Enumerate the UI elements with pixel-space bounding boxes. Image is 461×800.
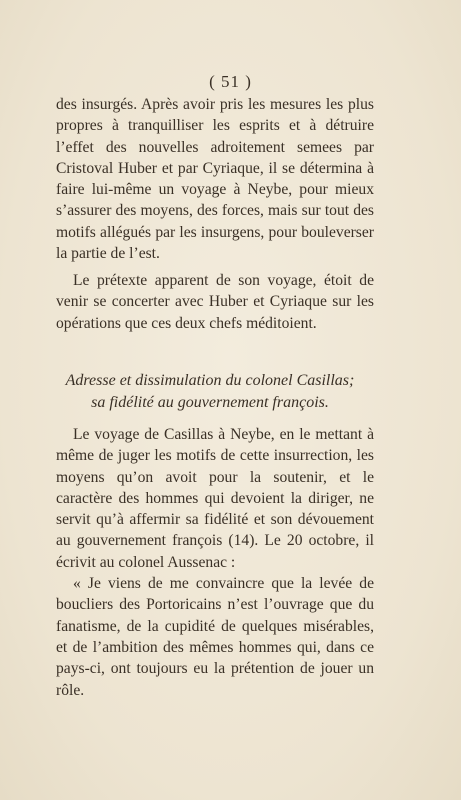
page-number: ( 51 ) (209, 72, 252, 91)
text-block-pretext (56, 270, 374, 334)
text-block-after-heading (56, 424, 374, 701)
paragraph: des insurgés. Après avoir pris les mesures les plus propres à tranquilliser les esprits et à détruire l’effet des nouvelles adroitement semees par Cristoval Huber et par Cyriaque, il se détermina à faire lui-même un voyage à Neybe, pour mieux s’assurer des moyens, des forces, mais sur tout des motifs allégués par les insurgens, pour bouleverser la partie de l’est. (56, 96, 374, 263)
paragraph: Le prétexte apparent de son voyage, étoit de venir se concerter avec Huber et Cyriaque sur les opérations que ces deux chefs méditoient. (56, 272, 374, 332)
heading-line: sa fidélité au gouvernement françois. (91, 394, 329, 411)
section-heading (40, 370, 380, 414)
heading-line: Adresse et dissimulation du colonel Casillas; (65, 372, 355, 389)
paragraph: « Je viens de me convaincre que la levée de boucliers des Portoricains n’est l’ouvrage que du fanatisme, de la cupidité de quelques misérables, et de l’ambition des mêmes hommes qui, dans ce pays-ci, ont toujours eu la prétention de jouer un rôle. (56, 575, 374, 699)
text-block-before-heading (56, 94, 374, 264)
paragraph: Le voyage de Casillas à Neybe, en le mettant à même de juger les motifs de cette insurrection, les moyens qu’on avoit pour la soutenir, et le caractère des hommes qui devoient la diriger, ne servit qu’à affermir sa fidélité et son dévouement au gouvernement françois (14). Le 20 octobre, il écrivit au colonel Aussenac : (56, 426, 374, 571)
